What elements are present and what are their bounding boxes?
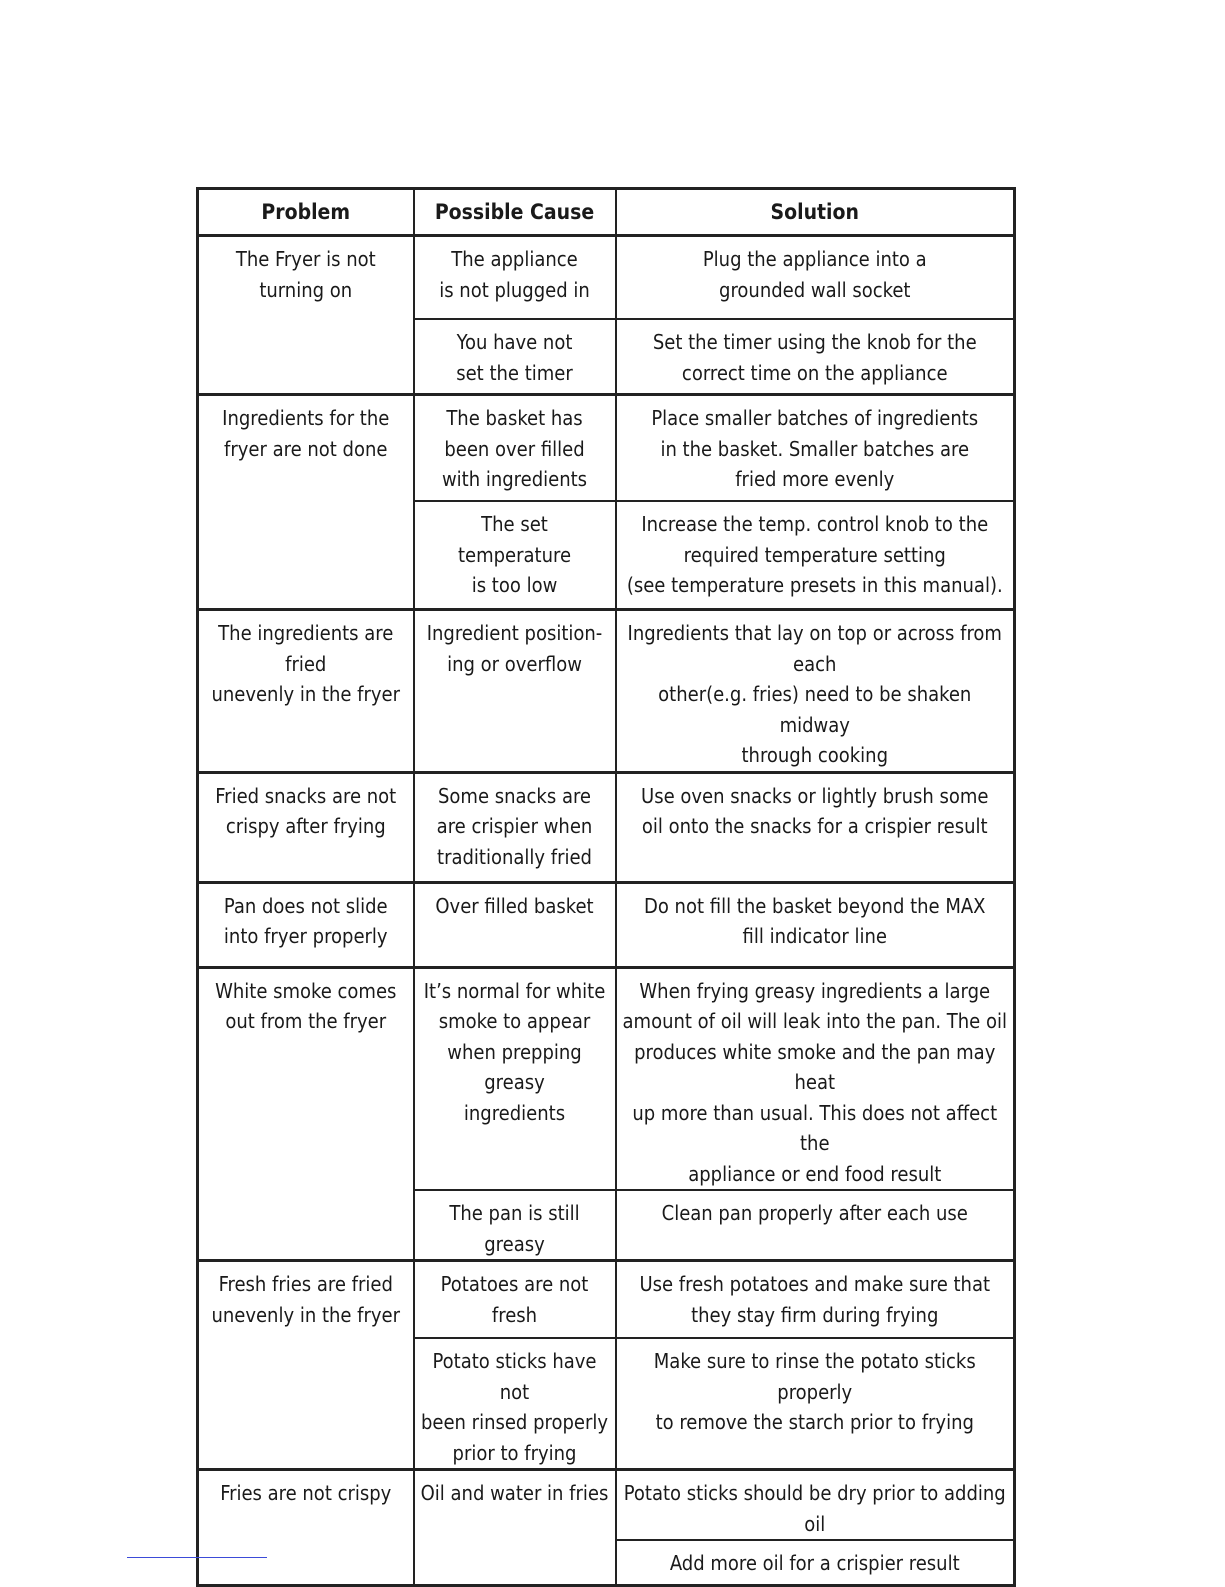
solution-cell: Do not fill the basket beyond the MAX fill indicator line bbox=[616, 882, 1015, 967]
cause-cell: The set temperature is too low bbox=[414, 501, 616, 610]
header-problem: Problem bbox=[198, 189, 414, 236]
table-row bbox=[198, 882, 1015, 967]
header-row bbox=[198, 189, 1015, 236]
cause-cell: The pan is still greasy bbox=[414, 1190, 616, 1261]
solution-cell: Use fresh potatoes and make sure that they stay firm during frying bbox=[616, 1261, 1015, 1339]
problem-cell: Fresh fries are fried unevenly in the fryer bbox=[198, 1261, 414, 1470]
solution-cell: Use oven snacks or lightly brush some oil onto the snacks for a crispier result bbox=[616, 772, 1015, 882]
table-row bbox=[198, 1470, 1015, 1541]
table-row bbox=[198, 395, 1015, 502]
header-solution: Solution bbox=[616, 189, 1015, 236]
solution-cell: Increase the temp. control knob to the required temperature setting (see temperature presets in this manual). bbox=[616, 501, 1015, 610]
solution-cell: Make sure to rinse the potato sticks properly to remove the starch prior to frying bbox=[616, 1338, 1015, 1470]
solution-cell: Set the timer using the knob for the correct time on the appliance bbox=[616, 319, 1015, 395]
solution-cell: Clean pan properly after each use bbox=[616, 1190, 1015, 1261]
problem-cell: White smoke comes out from the fryer bbox=[198, 967, 414, 1261]
solution-cell: Potato sticks should be dry prior to adding oil bbox=[616, 1470, 1015, 1541]
table-row bbox=[198, 772, 1015, 882]
table-row bbox=[198, 1261, 1015, 1339]
problem-cell: Ingredients for the fryer are not done bbox=[198, 395, 414, 610]
table-row bbox=[198, 236, 1015, 320]
cause-cell: The basket has been over filled with ingredients bbox=[414, 395, 616, 502]
cause-cell: The appliance is not plugged in bbox=[414, 236, 616, 320]
problem-cell: Pan does not slide into fryer properly bbox=[198, 882, 414, 967]
cause-cell: Over filled basket bbox=[414, 882, 616, 967]
cause-cell: Potato sticks have not been rinsed properly prior to frying bbox=[414, 1338, 616, 1470]
problem-cell: The ingredients are fried unevenly in the fryer bbox=[198, 610, 414, 773]
header-possible-cause: Possible Cause bbox=[414, 189, 616, 236]
solution-cell: Plug the appliance into a grounded wall socket bbox=[616, 236, 1015, 320]
cause-cell: You have not set the timer bbox=[414, 319, 616, 395]
solution-cell: Add more oil for a crispier result bbox=[616, 1540, 1015, 1586]
problem-cell: Fries are not crispy bbox=[198, 1470, 414, 1586]
cause-cell: Ingredient position- ing or overflow bbox=[414, 610, 616, 773]
solution-cell: Place smaller batches of ingredients in the basket. Smaller batches are fried more evenly bbox=[616, 395, 1015, 502]
table-row bbox=[198, 610, 1015, 773]
problem-cell: Fried snacks are not crispy after frying bbox=[198, 772, 414, 882]
cause-cell: Oil and water in fries bbox=[414, 1470, 616, 1586]
solution-cell: When frying greasy ingredients a large amount of oil will leak into the pan. The oil produces white smoke and the pan may heat up more than usual. This does not affect the appliance or end food result bbox=[616, 967, 1015, 1190]
cause-cell: Some snacks are are crispier when traditionally fried bbox=[414, 772, 616, 882]
cause-cell: It’s normal for white smoke to appear when prepping greasy ingredients bbox=[414, 967, 616, 1190]
troubleshooting-table bbox=[196, 187, 1016, 1587]
solution-cell: Ingredients that lay on top or across from each other(e.g. fries) need to be shaken midway through cooking bbox=[616, 610, 1015, 773]
table-row bbox=[198, 967, 1015, 1190]
footer-rule bbox=[127, 1557, 267, 1558]
problem-cell: The Fryer is not turning on bbox=[198, 236, 414, 395]
cause-cell: Potatoes are not fresh bbox=[414, 1261, 616, 1339]
